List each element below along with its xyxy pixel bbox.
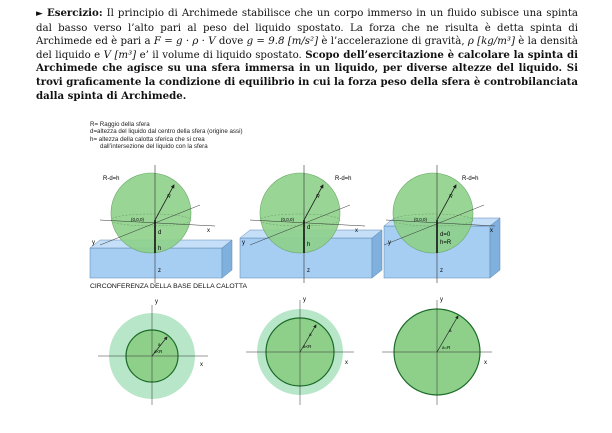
d0-label-3: d=0 [440,232,451,238]
disc-a-1: a [158,342,161,347]
y-label-1: y [92,240,95,246]
hr-label-3: h=R [440,240,452,246]
x-label-3: x [490,228,493,234]
d-label-2: d [307,225,311,231]
disc-x-label-3: x [484,360,487,366]
top-label-2: R-d=h [335,176,352,182]
disc-y-label-1: y [155,299,158,305]
legend-radius: R= Raggio della sfera [90,121,150,128]
exercise-goal: Scopo dell’esercitazione è calcolare la spinta di Archimede che agisce su una sfera immersa in un liquido, per diverse altezze del liquido. Si trovi graficamente la condizione di equilibrio in cui la forza peso della sfera è controbilanciata dalla spinta di Archimede. [36,48,578,102]
disc-y-label-3: y [440,297,443,303]
liquid-side-3 [490,218,500,278]
legend-h: h= altezza della calotta sferica che si crea [90,135,205,143]
x-label-1: x [207,228,210,234]
r-label-1: R [167,194,171,200]
formula-rho: ρ [kg/m³] [467,36,515,48]
exercise-text-2: dove [215,36,247,48]
exercise-text-3: è l’accelerazione di gravità, [318,36,468,48]
h-label-1: h [158,246,162,252]
disc-3 [382,297,492,405]
sphere-1 [111,173,191,253]
exercise-text-5: e’ il volume di liquido spostato. [136,49,306,61]
section-label-base-circumference: CIRCONFERENZA DELLA BASE DELLA CALOTTA [90,283,248,290]
diagram-2 [240,165,382,283]
r-label-3: R [449,194,453,200]
disc-y-label-2: y [303,297,306,303]
disc-x-label-2: x [345,360,348,366]
legend-d: d=altezza del liquido dal centro della sfera (origine assi) [90,128,243,136]
formula-force: F = g · ρ · V [153,36,216,48]
disc-x-label-1: x [200,362,203,368]
x-label-2: x [355,228,358,234]
exercise-text-1: Il principio di Archimede stabilisce che un corpo immerso in un fluido subisce una spinta dal basso verso l’alto pari al peso del liquido spostato. La forza che ne risulta è detta spinta di Archimede ed è pari a [36,8,578,48]
disc-ar-1: a<R [154,349,163,354]
z-label-1: z [158,268,161,274]
disc-ar-2: a<R [303,344,312,349]
exercise-title: Esercizio: [46,7,103,19]
z-label-3: z [440,268,443,274]
top-label-3: R-d=h [462,176,479,182]
disc-a-2: a [309,332,312,337]
y-label-3: y [388,240,391,246]
legend-h-cont: dall’intersezione del liquido con la sfera [100,143,208,151]
disc-ar-3: a=R [442,345,451,350]
h-label-2: h [307,242,311,248]
z-label-2: z [307,268,310,274]
origin-label-2: (0,0,0) [281,217,295,222]
origin-label-1: (0,0,0) [131,217,145,222]
exercise-text-4: è la densità del liquido e [36,36,578,61]
origin-label-3: (0,0,0) [414,217,428,222]
sphere-2 [260,173,340,253]
sphere-3 [393,173,473,253]
diagram-3 [384,165,500,283]
liquid-side-2 [372,230,382,278]
disc-a-3: a [449,328,452,333]
d-label-1: d [158,230,162,236]
disc-1 [98,299,208,405]
disc-2 [246,297,354,405]
formula-volume: V [m³] [103,49,137,61]
y-label-2: y [242,240,245,246]
bullet-icon: ► [36,9,43,19]
r-label-2: R [316,194,320,200]
top-label-1: R-d=h [103,176,120,182]
diagram-1 [90,165,232,283]
formula-g: g = 9.8 [m/s²] [246,36,319,48]
